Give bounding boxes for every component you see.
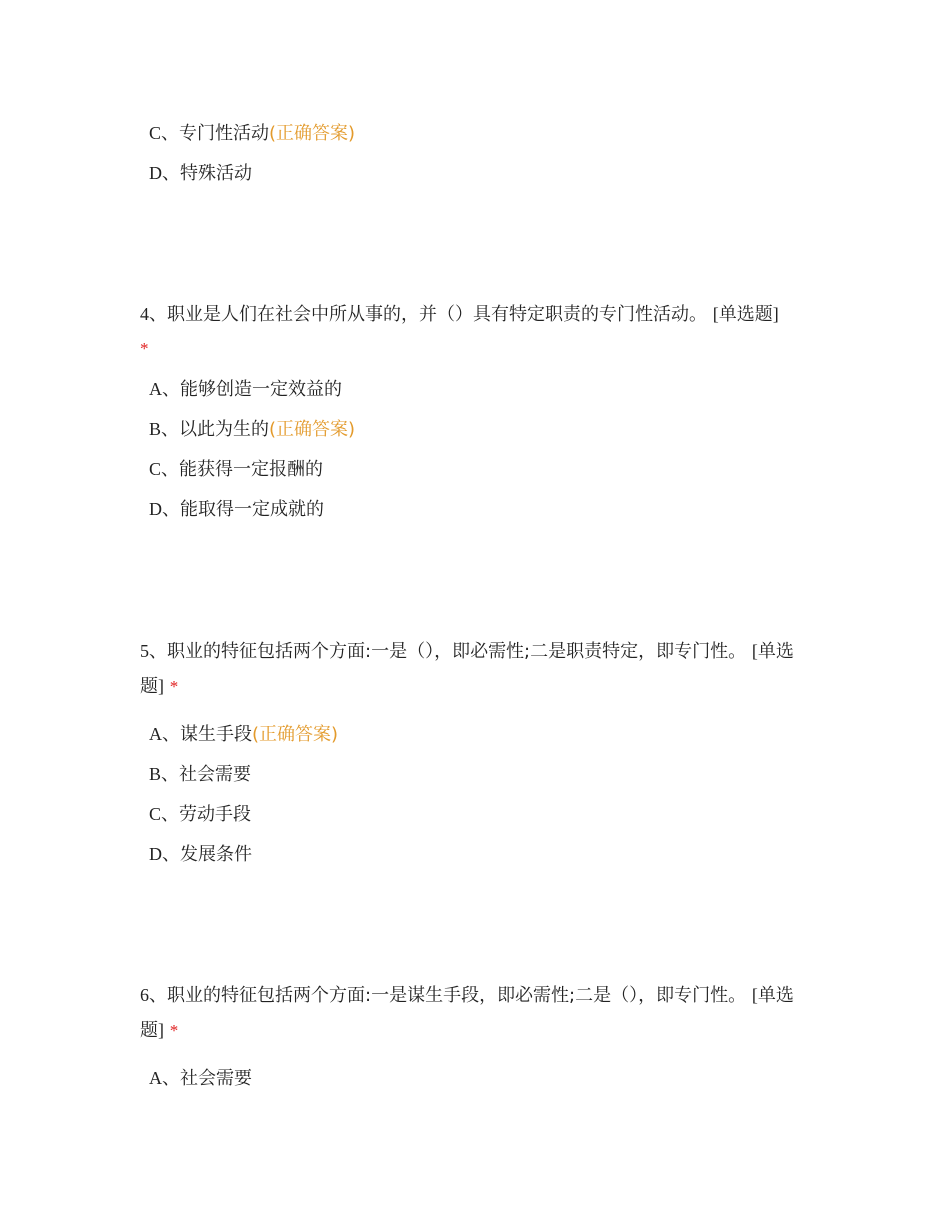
option-text: 专门性活动 (179, 123, 270, 144)
required-marker: * (169, 1021, 179, 1040)
question-number: 6、 (140, 985, 167, 1005)
correct-answer-marker: (正确答案) (269, 123, 356, 144)
option-text: 特殊活动 (180, 163, 252, 184)
option-letter: C、 (149, 804, 180, 824)
option-letter: D、 (149, 163, 180, 183)
question-type: [单选题] (140, 641, 794, 696)
option-q5-a[interactable] (149, 722, 338, 747)
option-letter: A、 (149, 379, 180, 399)
option-text: 以此为生的 (179, 419, 270, 440)
option-q6-a[interactable] (149, 1066, 252, 1091)
option-letter: B、 (149, 764, 180, 784)
correct-answer-marker: (正确答案) (269, 419, 356, 440)
option-prev-d[interactable] (149, 161, 252, 186)
correct-answer-marker: (正确答案) (252, 724, 339, 745)
question-text: 职业的特征包括两个方面:一是（），即必需性;二是职责特定，即专门性。 (167, 641, 747, 662)
option-q4-c[interactable] (149, 457, 323, 482)
question-type: [单选题] (712, 304, 779, 324)
option-text: 发展条件 (180, 844, 252, 865)
option-text: 劳动手段 (179, 804, 252, 825)
question-4-title (140, 297, 812, 366)
option-letter: A、 (149, 1068, 180, 1088)
question-number: 4、 (140, 304, 167, 324)
question-6-title (140, 978, 812, 1048)
option-letter: A、 (149, 724, 180, 744)
option-q4-d[interactable] (149, 497, 324, 522)
option-text: 能取得一定成就的 (180, 499, 324, 520)
required-marker: * (169, 677, 179, 696)
option-text: 能够创造一定效益的 (180, 379, 342, 400)
option-text: 社会需要 (179, 764, 252, 785)
option-q4-b[interactable] (149, 417, 355, 442)
option-q5-d[interactable] (149, 842, 252, 867)
option-q5-b[interactable] (149, 762, 251, 787)
question-number: 5、 (140, 641, 167, 661)
question-type: [单选题] (140, 985, 794, 1040)
question-5-title (140, 634, 812, 704)
option-q5-c[interactable] (149, 802, 251, 827)
question-text: 职业是人们在社会中所从事的，并（）具有特定职责的专门性活动。 (167, 304, 707, 325)
option-text: 谋生手段 (180, 724, 252, 745)
option-prev-c[interactable] (149, 121, 355, 146)
option-q4-a[interactable] (149, 377, 342, 402)
option-letter: C、 (149, 123, 180, 143)
option-letter: D、 (149, 844, 180, 864)
option-text: 社会需要 (180, 1068, 252, 1089)
option-letter: B、 (149, 419, 180, 439)
option-letter: C、 (149, 459, 180, 479)
question-text: 职业的特征包括两个方面:一是谋生手段，即必需性;二是（），即专门性。 (167, 985, 747, 1006)
option-letter: D、 (149, 499, 180, 519)
option-text: 能获得一定报酬的 (179, 459, 324, 480)
required-marker: * (140, 339, 149, 358)
